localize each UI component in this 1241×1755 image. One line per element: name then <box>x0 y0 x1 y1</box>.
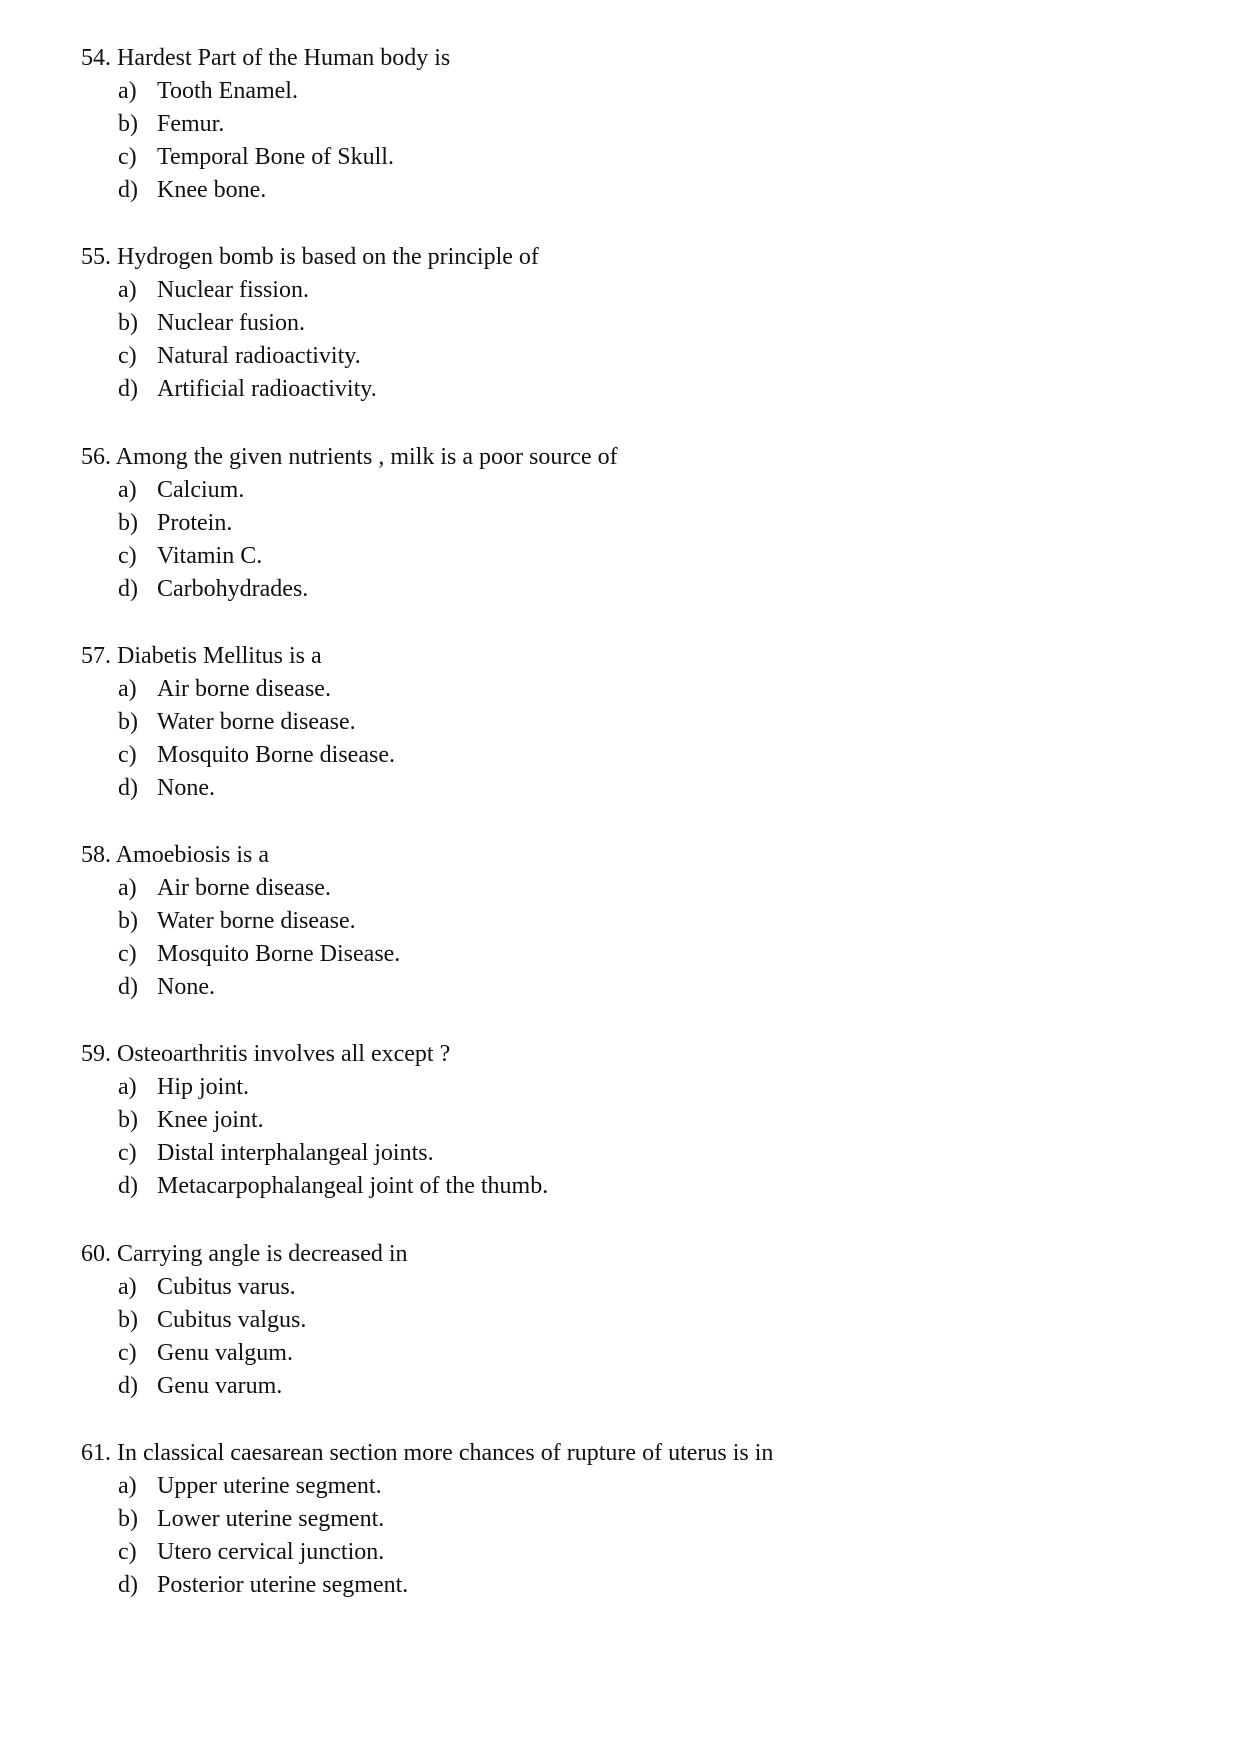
option-letter: c) <box>118 1539 137 1566</box>
option-letter: c) <box>118 941 137 968</box>
option-list <box>81 474 1181 606</box>
option-letter: b) <box>118 111 138 137</box>
option-a <box>81 872 1181 905</box>
option-letter: a) <box>118 875 137 902</box>
option-text: Natural radioactivity. <box>157 343 361 370</box>
option-letter: c) <box>118 1339 137 1366</box>
option-list <box>81 75 1181 207</box>
option-a <box>81 1271 1181 1304</box>
question-stem <box>81 1238 1181 1271</box>
question-number: 54. <box>81 45 111 71</box>
option-text: Nuclear fission. <box>157 277 309 304</box>
option-list <box>81 1071 1181 1203</box>
option-text: Genu valgum. <box>157 1339 293 1366</box>
option-list <box>81 1470 1181 1602</box>
option-d <box>81 373 1181 406</box>
option-text: Posterior uterine segment. <box>157 1572 409 1599</box>
option-letter: d) <box>118 1572 138 1599</box>
option-text: Calcium. <box>157 476 245 503</box>
option-text: Knee joint. <box>157 1107 264 1134</box>
question-text: Osteoarthritis involves all except ? <box>117 1041 451 1068</box>
option-letter: d) <box>118 974 138 1001</box>
option-text: Protein. <box>157 509 233 536</box>
question-54 <box>81 42 1181 241</box>
option-a <box>81 474 1181 507</box>
option-text: Utero cervical junction. <box>157 1539 385 1566</box>
option-letter: b) <box>118 1506 138 1533</box>
option-d <box>81 1370 1181 1403</box>
option-text: Temporal Bone of Skull. <box>157 144 394 170</box>
option-letter: b) <box>118 310 138 337</box>
option-text: Femur. <box>157 111 225 137</box>
question-stem <box>81 640 1181 673</box>
option-d <box>81 1569 1181 1602</box>
question-number: 60. <box>81 1240 111 1267</box>
option-letter: b) <box>118 1306 138 1333</box>
option-c <box>81 141 1181 174</box>
option-c <box>81 1337 1181 1370</box>
option-list <box>81 673 1181 805</box>
option-text: Distal interphalangeal joints. <box>157 1140 434 1167</box>
option-text: Mosquito Borne disease. <box>157 741 395 768</box>
option-b <box>81 108 1181 141</box>
option-letter: d) <box>118 1372 138 1399</box>
question-stem <box>81 1437 1181 1470</box>
question-text: Hydrogen bomb is based on the principle of <box>117 244 539 271</box>
question-59 <box>81 1038 1181 1237</box>
option-text: Artificial radioactivity. <box>157 376 377 403</box>
option-text: Genu varum. <box>157 1372 283 1399</box>
option-text: Vitamin C. <box>157 542 263 569</box>
option-letter: d) <box>118 376 138 403</box>
option-b <box>81 905 1181 938</box>
option-b <box>81 1304 1181 1337</box>
option-c <box>81 938 1181 971</box>
option-letter: a) <box>118 1273 137 1300</box>
option-c <box>81 1137 1181 1170</box>
option-b <box>81 307 1181 340</box>
option-text: Carbohydrades. <box>157 575 309 602</box>
option-list <box>81 1271 1181 1403</box>
option-d <box>81 971 1181 1004</box>
option-c <box>81 540 1181 573</box>
question-57 <box>81 640 1181 839</box>
option-text: Knee bone. <box>157 177 267 203</box>
question-list <box>81 42 1181 1636</box>
option-letter: a) <box>118 1074 137 1101</box>
question-56 <box>81 441 1181 640</box>
option-text: Mosquito Borne Disease. <box>157 941 401 968</box>
question-text: Among the given nutrients , milk is a poor source of <box>115 443 618 470</box>
option-text: Hip joint. <box>157 1074 250 1101</box>
option-letter: d) <box>118 575 138 602</box>
option-letter: c) <box>118 1140 137 1167</box>
option-letter: b) <box>118 509 138 536</box>
option-b <box>81 1104 1181 1137</box>
question-number: 55. <box>81 244 111 271</box>
option-letter: a) <box>118 476 137 503</box>
option-c <box>81 340 1181 373</box>
option-letter: a) <box>118 1473 137 1500</box>
option-c <box>81 1536 1181 1569</box>
question-text: Amoebiosis is a <box>115 842 270 869</box>
option-d <box>81 772 1181 805</box>
option-text: Metacarpophalangeal joint of the thumb. <box>157 1173 549 1200</box>
option-text: Air borne disease. <box>157 675 331 702</box>
question-text: Diabetis Mellitus is a <box>117 642 322 669</box>
question-text: Carrying angle is decreased in <box>117 1240 408 1267</box>
option-d <box>81 573 1181 606</box>
option-d <box>81 174 1181 207</box>
option-d <box>81 1170 1181 1203</box>
option-letter: a) <box>118 277 137 304</box>
option-letter: c) <box>118 144 137 170</box>
option-b <box>81 1503 1181 1536</box>
question-number: 56. <box>81 443 111 470</box>
question-55 <box>81 241 1181 440</box>
option-text: Cubitus valgus. <box>157 1306 307 1333</box>
option-text: Air borne disease. <box>157 875 331 902</box>
option-text: None. <box>157 774 215 801</box>
option-b <box>81 507 1181 540</box>
option-letter: a) <box>118 675 137 702</box>
question-number: 59. <box>81 1041 111 1068</box>
question-number: 61. <box>81 1440 111 1467</box>
option-text: Nuclear fusion. <box>157 310 305 337</box>
option-a <box>81 75 1181 108</box>
question-60 <box>81 1238 1181 1437</box>
question-61 <box>81 1437 1181 1636</box>
question-stem <box>81 839 1181 872</box>
question-number: 58. <box>81 842 111 869</box>
option-text: Cubitus varus. <box>157 1273 296 1300</box>
option-a <box>81 673 1181 706</box>
question-58 <box>81 839 1181 1038</box>
question-stem <box>81 241 1181 274</box>
question-text: In classical caesarean section more chances of rupture of uterus is in <box>117 1440 774 1467</box>
option-a <box>81 1071 1181 1104</box>
option-list <box>81 274 1181 406</box>
option-b <box>81 706 1181 739</box>
option-letter: b) <box>118 908 138 935</box>
option-letter: c) <box>118 741 137 768</box>
option-list <box>81 872 1181 1004</box>
option-text: None. <box>157 974 215 1001</box>
option-a <box>81 1470 1181 1503</box>
option-text: Lower uterine segment. <box>157 1506 385 1533</box>
question-stem <box>81 1038 1181 1071</box>
option-letter: b) <box>118 708 138 735</box>
option-text: Water borne disease. <box>157 708 356 735</box>
option-a <box>81 274 1181 307</box>
option-text: Upper uterine segment. <box>157 1473 382 1500</box>
option-letter: a) <box>118 78 137 104</box>
option-letter: b) <box>118 1107 138 1134</box>
option-letter: c) <box>118 343 137 370</box>
option-text: Tooth Enamel. <box>157 78 298 104</box>
option-letter: d) <box>118 1173 138 1200</box>
option-text: Water borne disease. <box>157 908 356 935</box>
option-letter: d) <box>118 774 138 801</box>
option-letter: d) <box>118 177 138 203</box>
option-c <box>81 739 1181 772</box>
question-stem <box>81 42 1181 75</box>
question-text: Hardest Part of the Human body is <box>117 45 451 71</box>
question-stem <box>81 441 1181 474</box>
option-letter: c) <box>118 542 137 569</box>
question-number: 57. <box>81 642 111 669</box>
